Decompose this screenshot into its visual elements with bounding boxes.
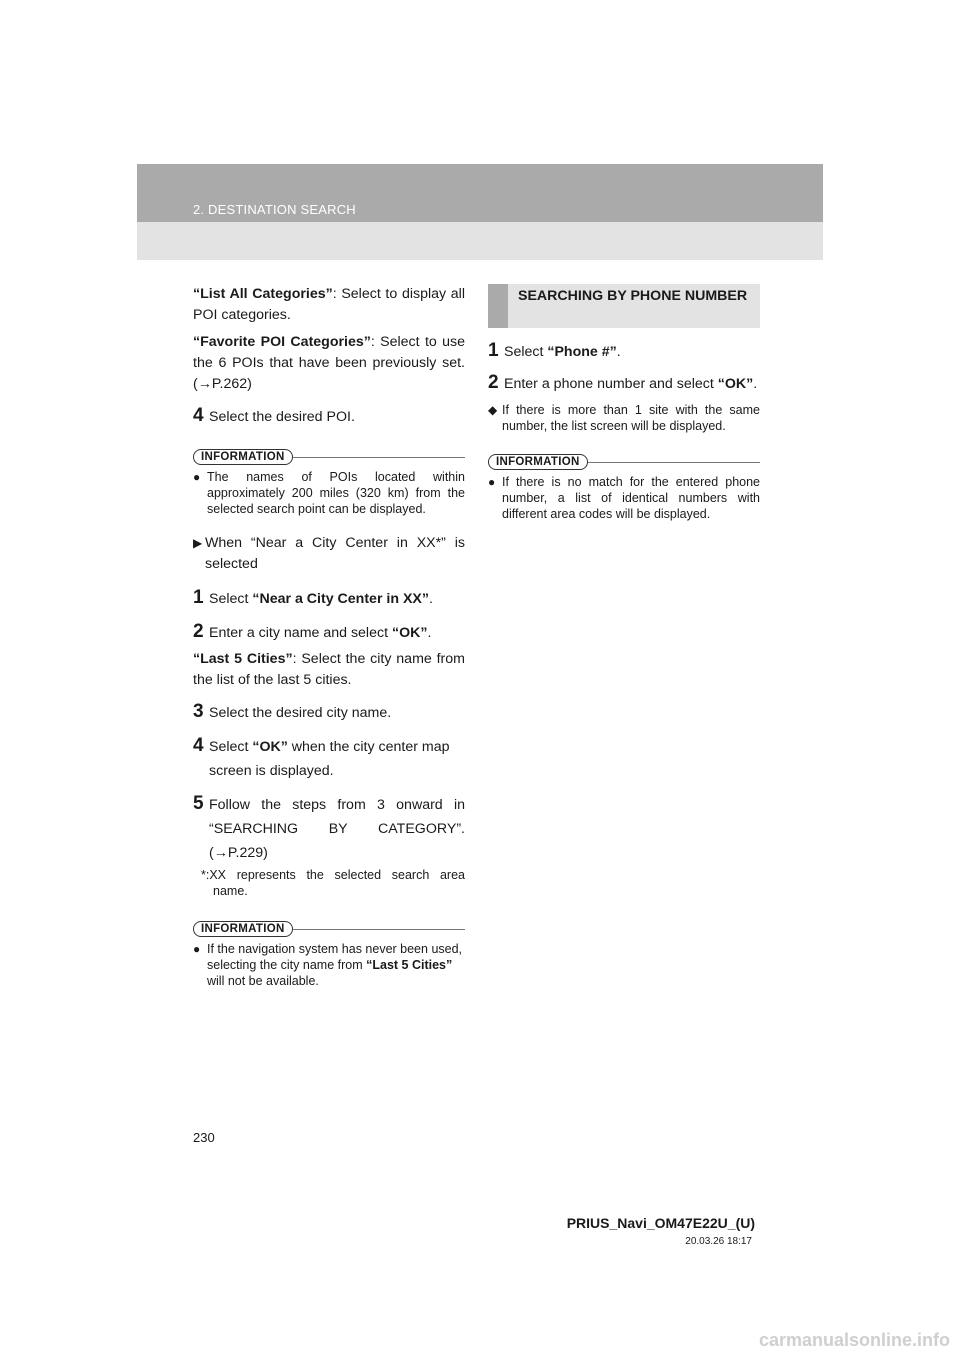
step-4-select-poi: 4 Select the desired POI. — [193, 405, 355, 426]
bullet-icon: ● — [488, 475, 496, 489]
diamond-bullet-icon: ◆ — [488, 403, 498, 417]
sub-heading-near-city: ▶ When “Near a City Center in XX*” is selected — [193, 535, 465, 572]
last-5-cities-label: “Last 5 Cities” — [193, 651, 293, 667]
information-box-3 — [488, 452, 760, 522]
bullet-icon: ● — [193, 942, 201, 956]
information-badge: INFORMATION — [488, 454, 588, 470]
step-4-select-ok: 4 Select “OK” when the city center map screen is displayed. — [193, 735, 450, 779]
info-text: If there is no match for the entered phone number, a list of identical numbers with different area codes will be displayed. — [502, 475, 760, 521]
section-title: SEARCHING BY PHONE NUMBER — [518, 288, 748, 304]
bullet-icon: ● — [193, 470, 201, 484]
list-all-categories-label: “List All Categories” — [193, 286, 333, 302]
information-badge: INFORMATION — [193, 449, 293, 465]
document-date: 20.03.26 18:17 — [685, 1236, 752, 1247]
triangle-arrow-icon: ▶ — [193, 536, 203, 550]
section-header: 2. DESTINATION SEARCH — [193, 202, 356, 217]
step-1-near-city: 1 Select “Near a City Center in XX”. — [193, 587, 433, 608]
step-5-follow: 5 Follow the steps from 3 onward in “SEARCHING BY CATEGORY”. (→P.229) — [193, 793, 465, 861]
section-heading-box — [488, 284, 760, 328]
left-column — [193, 284, 465, 989]
right-column — [488, 284, 760, 522]
information-box-2: INFORMATION ● If the navigation system has never been used, selecting the city name from “Last 5 Cities” will not be available. — [193, 919, 465, 989]
favorite-poi-label: “Favorite POI Categories” — [193, 334, 371, 350]
section-heading-bar — [488, 284, 508, 328]
information-badge: INFORMATION — [193, 921, 293, 937]
step-3-select-city: 3 Select the desired city name. — [193, 701, 392, 722]
info-text: The names of POIs located within approximately 200 miles (320 km) from the selected search point can be displayed. — [207, 470, 465, 516]
information-box-1 — [193, 447, 465, 517]
step-2-enter-phone: 2 Enter a phone number and select “OK”. — [488, 372, 758, 393]
page-number: 230 — [193, 1130, 215, 1145]
header-subband — [137, 222, 823, 260]
last-5-cities-paragraph: “Last 5 Cities”: Select the city name from the list of the last 5 cities. — [193, 651, 465, 688]
step-1-phone: 1 Select “Phone #”. — [488, 340, 621, 361]
favorite-poi-paragraph: “Favorite POI Categories”: Select to use the 6 POIs that have been previously set. (→P.262) — [193, 334, 466, 392]
footnote: *:XX represents the selected search area name. — [201, 868, 465, 898]
document-code: PRIUS_Navi_OM47E22U_(U) — [566, 1215, 755, 1231]
step-2-enter-city: 2 Enter a city name and select “OK”. — [193, 621, 432, 642]
watermark: carmanualsonline.info — [758, 1330, 950, 1350]
list-all-categories-paragraph: “List All Categories”: Select to display all POI categories. — [193, 286, 465, 323]
multiple-site-note: ◆ If there is more than 1 site with the same number, the list screen will be displayed. — [488, 403, 760, 433]
